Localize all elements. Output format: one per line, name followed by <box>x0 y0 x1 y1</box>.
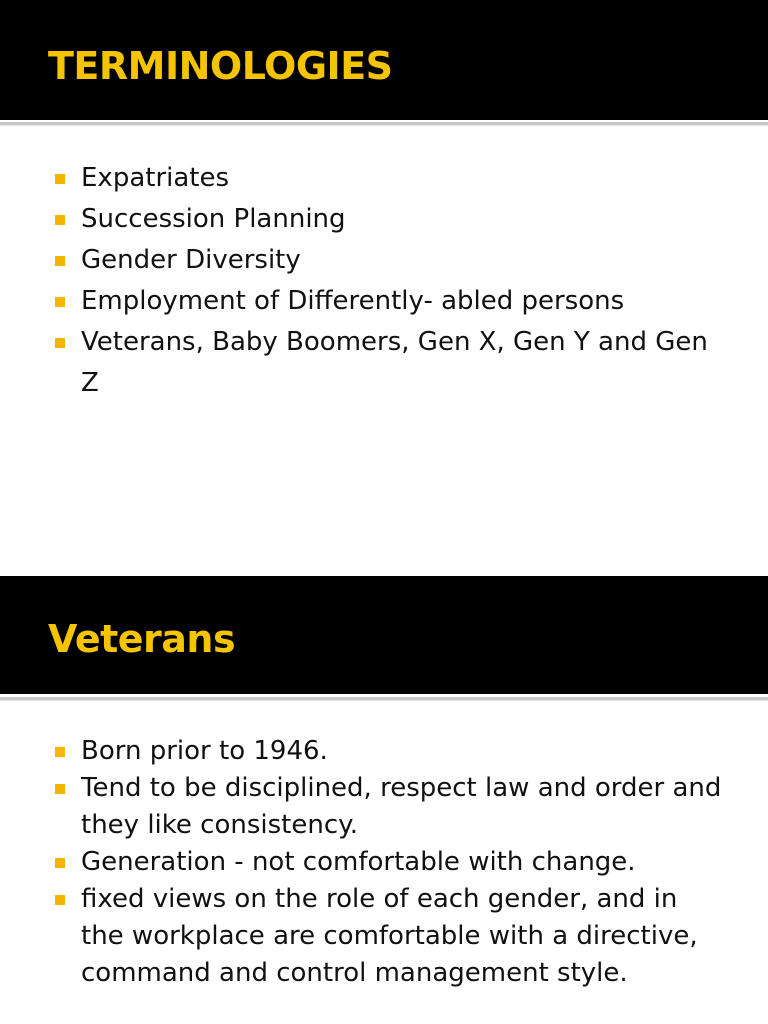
bullet-list <box>55 158 728 404</box>
bullet-item <box>55 844 728 881</box>
bullet-square-icon <box>55 895 65 905</box>
title-bar <box>0 0 768 120</box>
bullet-text: Veterans, Baby Boomers, Gen X, Gen Y and Gen Z <box>81 327 708 398</box>
bullet-text: Succession Planning <box>81 204 346 234</box>
bullet-text: Gender Diversity <box>81 245 301 275</box>
bullet-text: Born prior to 1946. <box>81 736 328 766</box>
bullet-item <box>55 281 728 322</box>
bullet-square-icon <box>55 858 65 868</box>
bullet-item <box>55 322 728 404</box>
bullet-text: fixed views on the role of each gender, and in the workplace are comfortable with a directive, command and control management style. <box>81 884 698 988</box>
bullet-square-icon <box>55 297 65 307</box>
bullet-item <box>55 158 728 199</box>
bullet-list <box>55 733 728 992</box>
bullet-item <box>55 240 728 281</box>
slide-title: Veterans <box>48 617 236 661</box>
bullet-text: Expatriates <box>81 163 230 193</box>
bullet-item <box>55 733 728 770</box>
bullet-square-icon <box>55 338 65 348</box>
title-bar <box>0 576 768 694</box>
bullet-text: Employment of Differently- abled persons <box>81 286 625 316</box>
title-divider <box>0 697 768 701</box>
bullet-text: Tend to be disciplined, respect law and order and they like consistency. <box>81 773 722 840</box>
bullet-text: Generation - not comfortable with change. <box>81 847 636 877</box>
bullet-item <box>55 881 728 992</box>
bullet-square-icon <box>55 174 65 184</box>
bullet-square-icon <box>55 215 65 225</box>
bullet-square-icon <box>55 784 65 794</box>
slide-title: TERMINOLOGIES <box>48 44 393 88</box>
bullet-square-icon <box>55 747 65 757</box>
title-divider <box>0 122 768 126</box>
bullet-square-icon <box>55 256 65 266</box>
bullet-item <box>55 199 728 240</box>
slide-veterans <box>0 576 768 1024</box>
bullet-item <box>55 770 728 844</box>
